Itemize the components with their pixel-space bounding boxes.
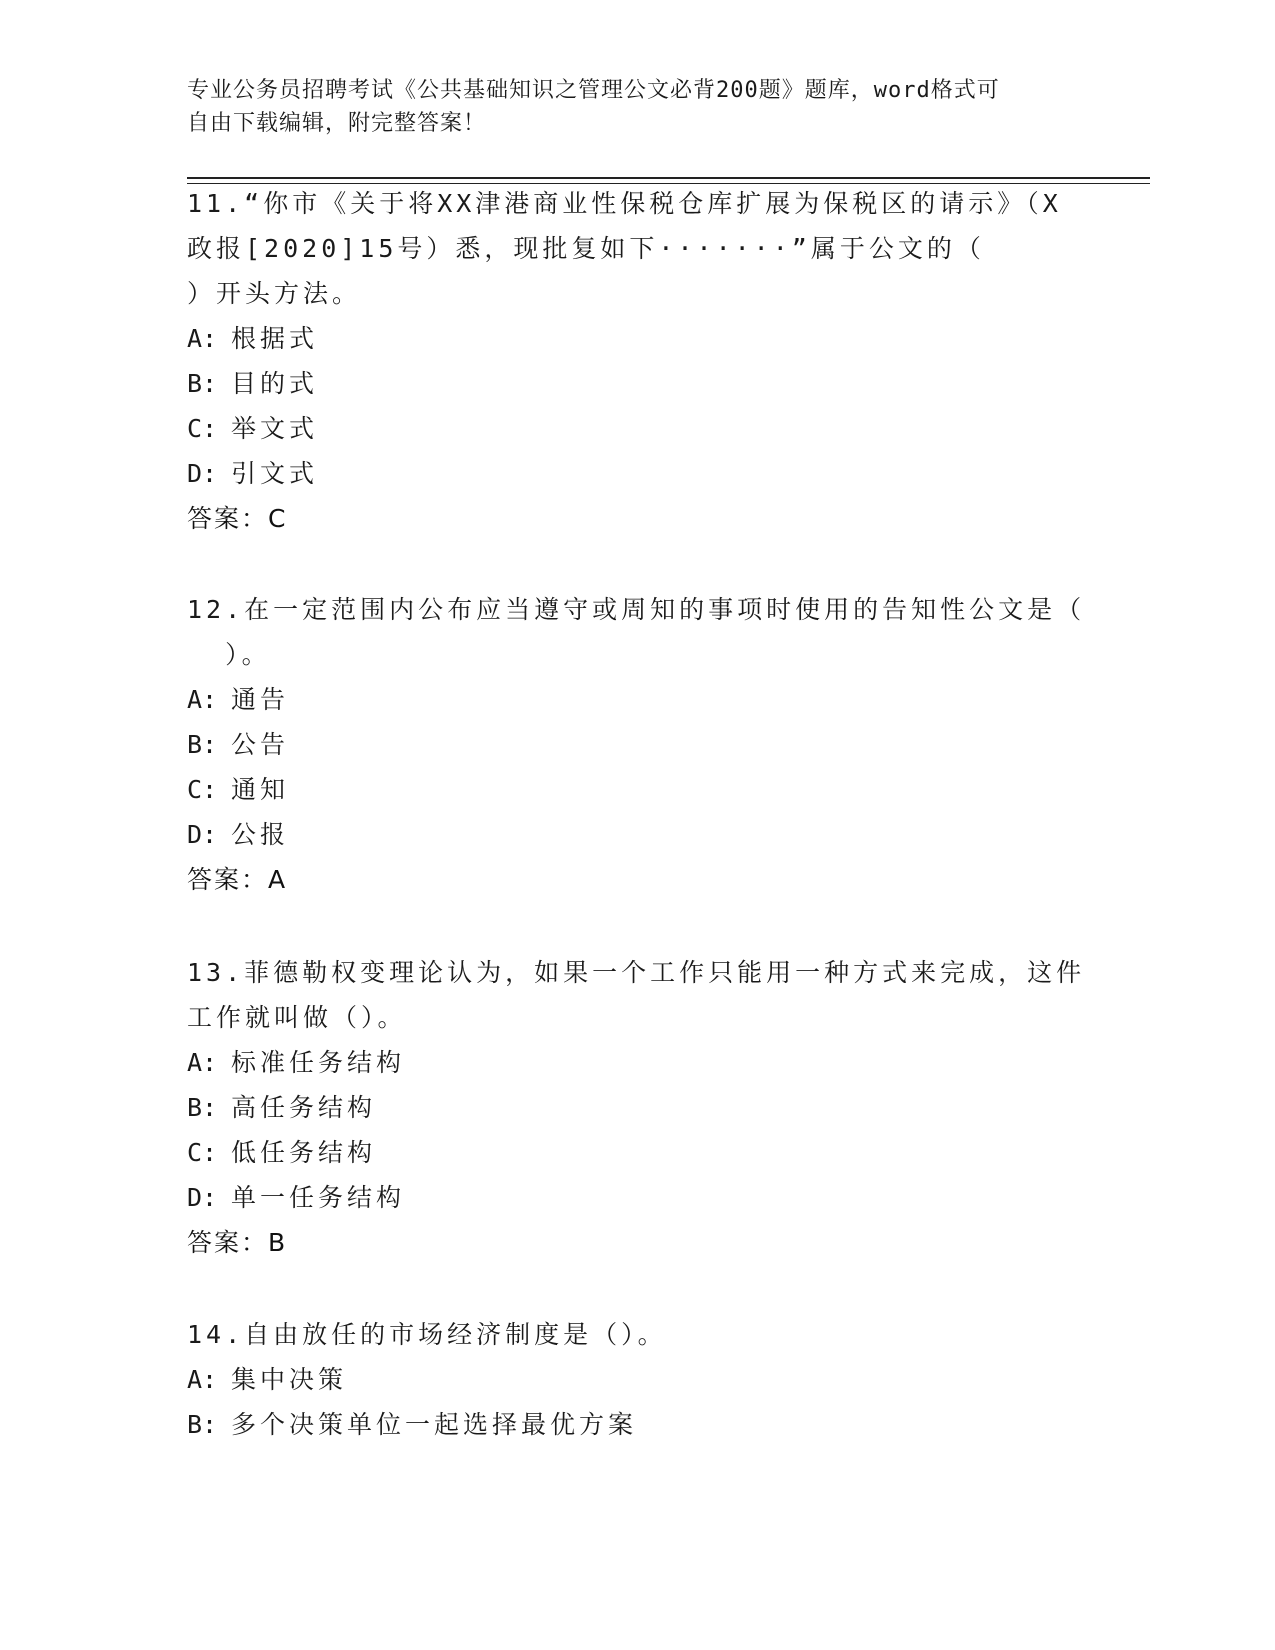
option-letter: B: xyxy=(187,369,218,398)
answer-line: 答案：C xyxy=(187,504,288,533)
option-c xyxy=(187,767,1067,812)
option-b xyxy=(187,1402,1067,1447)
header-line-1: 专业公务员招聘考试《公共基础知识之管理公文必背200题》题库，word格式可 xyxy=(187,78,1000,103)
option-c xyxy=(187,1130,1067,1175)
stem-line: 政报[2020]15号）悉，现批复如下·······”属于公文的（ xyxy=(187,234,985,263)
option-letter: A: xyxy=(187,685,218,714)
stem-line: 13.菲德勒权变理论认为，如果一个工作只能用一种方式来完成，这件 xyxy=(187,958,1086,987)
option-text: 通知 xyxy=(231,775,290,804)
option-text: 标准任务结构 xyxy=(231,1048,406,1077)
stem-line: 工作就叫做（）。 xyxy=(187,1003,407,1032)
option-a xyxy=(187,1357,1067,1402)
option-d xyxy=(187,812,1067,857)
header-divider-thick xyxy=(187,177,1150,179)
option-text: 通告 xyxy=(231,685,290,714)
option-letter: D: xyxy=(187,459,218,488)
option-letter: D: xyxy=(187,1183,218,1212)
stem-line: ）开头方法。 xyxy=(187,279,362,308)
option-b xyxy=(187,722,1067,767)
header-line-2: 自由下载编辑，附完整答案！ xyxy=(187,111,487,136)
stem-line: 14.自由放任的市场经济制度是（）。 xyxy=(187,1320,667,1349)
answer-line: 答案：B xyxy=(187,1228,288,1257)
option-text: 引文式 xyxy=(231,459,319,488)
question-11 xyxy=(187,181,1067,541)
option-text: 公告 xyxy=(231,730,290,759)
option-a xyxy=(187,1040,1067,1085)
option-letter: A: xyxy=(187,1048,218,1077)
option-letter: C: xyxy=(187,775,218,804)
stem-line: ）。 xyxy=(187,640,271,669)
option-b xyxy=(187,361,1067,406)
question-14 xyxy=(187,1312,1067,1447)
question-12 xyxy=(187,587,1086,902)
option-text: 多个决策单位一起选择最优方案 xyxy=(231,1410,638,1439)
document-header xyxy=(187,74,1067,140)
stem-line: 11.“你市《关于将XX津港商业性保税仓库扩展为保税区的请示》（X xyxy=(187,189,1062,218)
option-b xyxy=(187,1085,1067,1130)
option-letter: A: xyxy=(187,324,218,353)
option-d xyxy=(187,451,1067,496)
option-text: 高任务结构 xyxy=(231,1093,377,1122)
option-d xyxy=(187,1175,1067,1220)
question-13 xyxy=(187,950,1086,1265)
option-text: 公报 xyxy=(231,820,290,849)
question-stem xyxy=(187,1312,1067,1357)
option-letter: B: xyxy=(187,1410,218,1439)
option-text: 低任务结构 xyxy=(231,1138,377,1167)
stem-line: 12.在一定范围内公布应当遵守或周知的事项时使用的告知性公文是（ xyxy=(187,595,1086,624)
option-text: 集中决策 xyxy=(231,1365,348,1394)
option-c xyxy=(187,406,1067,451)
option-text: 目的式 xyxy=(231,369,319,398)
option-letter: B: xyxy=(187,1093,218,1122)
option-text: 根据式 xyxy=(231,324,319,353)
question-stem xyxy=(187,181,1067,316)
option-a xyxy=(187,316,1067,361)
question-stem xyxy=(187,950,1086,1040)
option-letter: C: xyxy=(187,414,218,443)
option-text: 举文式 xyxy=(231,414,319,443)
option-letter: A: xyxy=(187,1365,218,1394)
option-a xyxy=(187,677,1067,722)
option-letter: C: xyxy=(187,1138,218,1167)
option-letter: B: xyxy=(187,730,218,759)
question-stem xyxy=(187,587,1086,677)
answer-line: 答案：A xyxy=(187,865,288,894)
option-letter: D: xyxy=(187,820,218,849)
option-text: 单一任务结构 xyxy=(231,1183,406,1212)
